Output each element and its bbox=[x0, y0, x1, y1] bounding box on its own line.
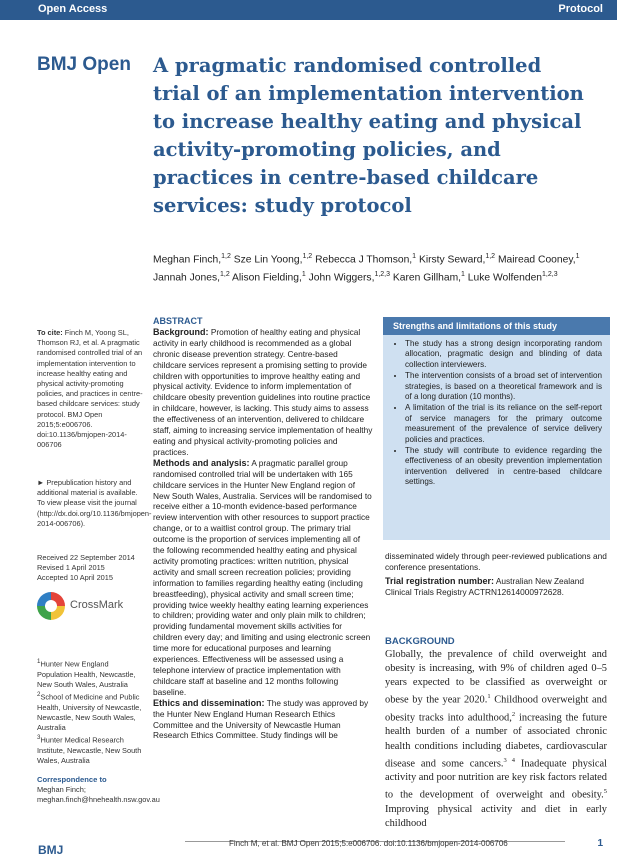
author-name: John Wiggers, bbox=[308, 272, 375, 284]
abstract-ethics: Ethics and dissemination: The study was approved by the Hunter New England Human Research Ethics Committee and the University of Newcastle Human Research Ethics Committee. Study findings will be bbox=[153, 697, 369, 741]
cite-text: Finch M, Yoong SL, Thomson RJ, et al. A pragmatic randomised controlled trial of an implementation intervention to increase healthy eating and physical activity-promoting policies, and practices in centre-based childcare services: study protocol. BMJ Open 2015;5:e006706. doi:10.1136/bmjopen-2014-006706 bbox=[37, 328, 143, 450]
abstract-methods: Methods and analysis: A pragmatic parallel group randomised controlled trial will be undertaken with 165 childcare services in the Hunter New England region of New South Wales, Australia. Services will be randomised to receive either a 10-month evidence-based performance review intervention with other resources to support practice change, or to a waitlist control group. The primary trial outcome is the proportion of services implementing all of the following recommended healthy eating and physical activity promoting practices: written nutrition, physical activity and small screen recreation policies; providing information to families regarding healthy eating (including breastfeeding), physical activity and small screen time; providing twice weekly healthy eating learning experiences to children; providing water and only plain milk to children; providing fundamental movement skills activities for children every day; and limiting and using electronic screen time more for educational purposes and learning experiences. Effectiveness will be assessed using a telephone interview of practice implementation with childcare staff at baseline and 12 months following baseline. bbox=[153, 457, 372, 697]
list-item: • The study will contribute to evidence regarding the effectiveness of an obesity prevention implementation intervention delivered in centre-based childcare settings. bbox=[405, 446, 602, 488]
citation-note bbox=[37, 328, 143, 450]
crossmark-badge[interactable] bbox=[37, 591, 129, 623]
author-affiliation-ref: 1,2 bbox=[485, 253, 496, 260]
affiliations bbox=[37, 657, 143, 766]
author-name: Meghan Finch, bbox=[153, 254, 222, 266]
footer-bmj-logo: BMJ bbox=[38, 843, 64, 857]
author-affiliation-ref: 1,2 bbox=[302, 253, 313, 260]
trial-number: Australian New Zealand Clinical Trials Registry ACTRN12614000972628. bbox=[385, 576, 584, 597]
article-title: A pragmatic randomised controlled trial of an implementation intervention to increase healthy eating and physical activity-promoting policies, and practices in centre-based childcare services: study protocol bbox=[153, 54, 584, 217]
author-affiliation-ref: 1,2 bbox=[221, 253, 231, 260]
list-item: • A limitation of the trial is its reliance on the self-report of service managers for the primary outcome measurement of the prevalence of service delivery policies and practices. bbox=[405, 403, 602, 445]
affiliation-1: $^1$Hunter New England Population Health, Newcastle, New South Wales, Australia bbox=[37, 658, 136, 689]
top-banner bbox=[0, 0, 617, 20]
page-number: 1 bbox=[597, 838, 603, 849]
strengths-limitations-box bbox=[383, 317, 610, 540]
revised-date: Revised 1 April 2015 bbox=[37, 563, 105, 573]
affiliation-2: $^2$School of Medicine and Public Health, University of Newcastle, Newcastle, New South Wales, Australia bbox=[37, 691, 142, 733]
correspondence-email[interactable]: meghan.finch@hnehealth.nsw.gov.au bbox=[37, 795, 160, 805]
article-type-label: Protocol bbox=[558, 3, 603, 15]
author-name: Alison Fielding, bbox=[232, 272, 302, 284]
author-name: Jannah Jones, bbox=[153, 272, 220, 284]
author-list bbox=[153, 250, 593, 286]
correspondence-name: Meghan Finch; bbox=[37, 785, 86, 795]
abstract-background: Background: Promotion of healthy eating and physical activity in early childhood is recommended as a global chronic disease prevention strategy. Centre-based childcare services represent a promising setting to provide children with opportunities to improve healthy eating and physical activity. Evidence to inform implementation of childcare obesity prevention guidelines into routine practice in childcare, however, is lacking. This study aims to assess the effectiveness of an intervention, delivered to childcare staff, aiming to increasing service implementation of healthy eating and physical activity-promoting policies and practices. bbox=[153, 326, 373, 457]
open-access-label: Open Access bbox=[38, 3, 108, 15]
crossmark-label: CrossMark bbox=[70, 599, 124, 611]
article-dates bbox=[37, 553, 143, 584]
background-heading: BACKGROUND bbox=[385, 636, 455, 647]
footer-citation: Finch M, et al. BMJ Open 2015;5:e006706. doi:10.1136/bmjopen-2014-006706 bbox=[229, 839, 508, 848]
trial-label: Trial registration number: bbox=[385, 576, 495, 586]
author-name: Sze Lin Yoong, bbox=[233, 254, 303, 266]
author-affiliation-ref: 1,2 bbox=[219, 270, 230, 278]
author-affiliation-ref: 1 bbox=[575, 253, 580, 260]
author-name: Mairead Cooney, bbox=[497, 254, 576, 266]
trial-registration bbox=[385, 576, 608, 598]
list-item: • The study has a strong design incorporating random allocation, pragmatic design and blinding of data collection interviewers. bbox=[405, 339, 602, 370]
strengths-heading: Strengths and limitations of this study bbox=[383, 317, 610, 335]
strengths-list bbox=[383, 339, 610, 488]
received-date: Received 22 September 2014 bbox=[37, 553, 135, 562]
author-name: Rebecca J Thomson, bbox=[315, 254, 413, 266]
crossmark-icon bbox=[37, 592, 65, 620]
correspondence bbox=[37, 775, 160, 806]
cite-label: To cite: bbox=[37, 328, 63, 337]
accepted-date: Accepted 10 April 2015 bbox=[37, 573, 114, 583]
affiliation-3: $^3$Hunter Medical Research Institute, Newcastle, New South Wales, Australia bbox=[37, 734, 142, 766]
author-affiliation-ref: 1,2,3 bbox=[374, 270, 391, 278]
author-name: Kirsty Seward, bbox=[418, 254, 486, 266]
author-name: Luke Wolfenden bbox=[467, 272, 543, 284]
journal-logo: BMJ Open bbox=[37, 54, 131, 75]
prepublication-note[interactable]: ► Prepublication history and additional material is available. To view please visit the journal (http://dx.doi.org/10.1136/bmjopen-2014-006706). bbox=[37, 478, 152, 528]
correspondence-heading: Correspondence to bbox=[37, 775, 107, 784]
author-name: Karen Gillham, bbox=[392, 272, 462, 284]
background-text: Globally, the prevalence of child overweight and obesity is increasing, with 9% of children aged 0–5 years expected to be classified as overweight or obese by the year 2020.$^1$ Childhood overweight and obesity tracks into adulthood,$^2$ increasing the future health burden of a number of associated chronic health conditions including diabetes, cardiovascular disease and some cancers.$^{3 4}$ Inadequate physical activity and poor nutrition are key risk factors related to the development of overweight and obesity.$^5$ Improving physical activity and diet in early childhood bbox=[385, 649, 608, 829]
abstract-continuation: disseminated widely through peer-reviewed publications and conference presentations. bbox=[385, 551, 607, 572]
author-affiliation-ref: 1 bbox=[412, 253, 417, 260]
author-affiliation-ref: 1 bbox=[461, 270, 465, 278]
author-affiliation-ref: 1,2,3 bbox=[542, 270, 558, 278]
author-affiliation-ref: 1 bbox=[301, 270, 306, 278]
list-item: • The intervention consists of a broad set of intervention strategies, is based on a theoretical framework and is of a long duration (10 months). bbox=[405, 371, 602, 402]
abstract-heading: ABSTRACT bbox=[153, 316, 203, 326]
abstract bbox=[153, 316, 373, 741]
